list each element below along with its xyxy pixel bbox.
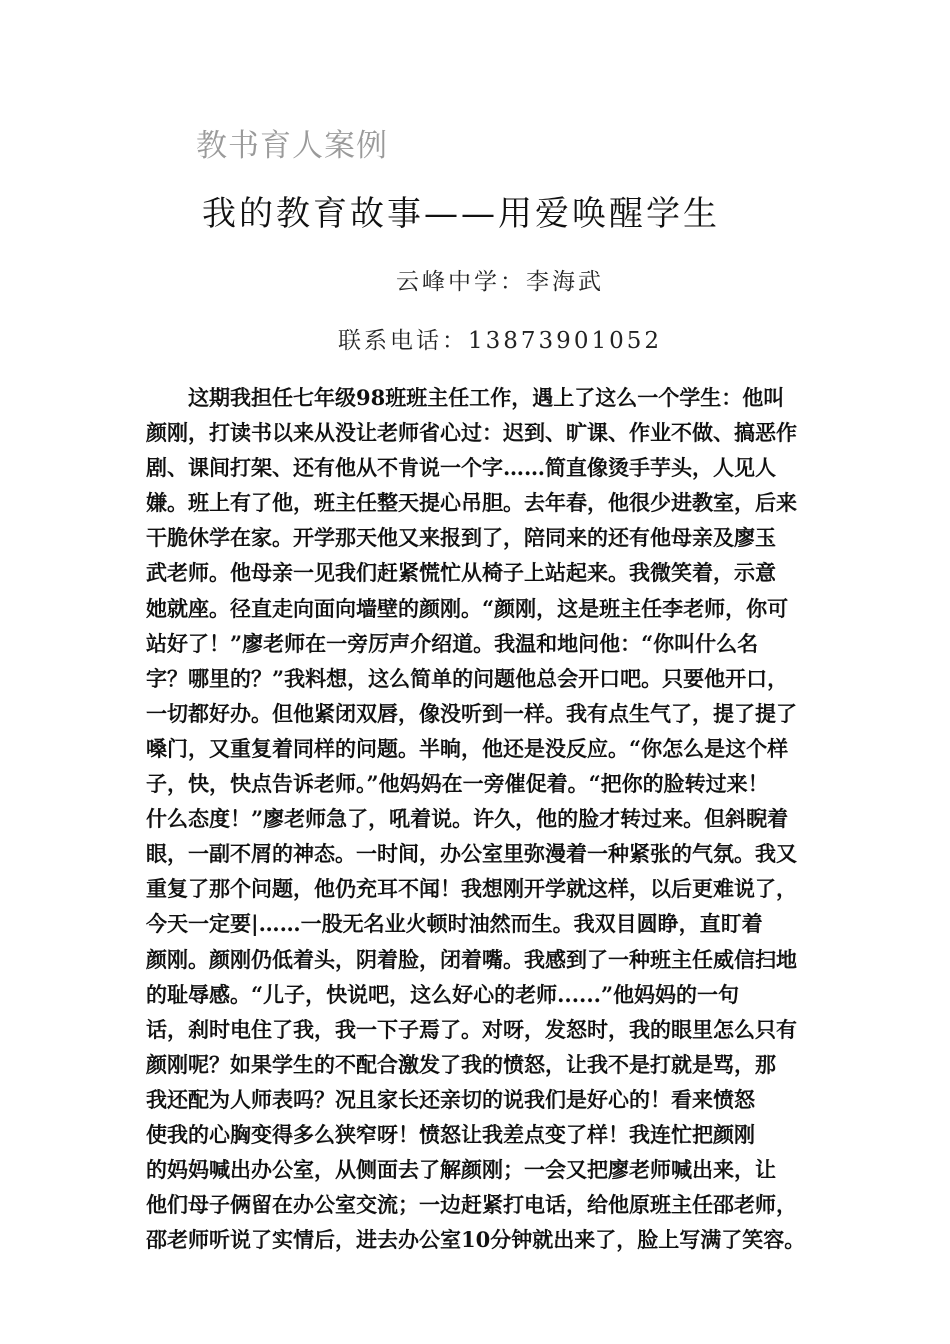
text-line: 颜刚呢？如果学生的不配合激发了我的愤怒，让我不是打就是骂，那 [146,1051,776,1077]
text-line: 子，快，快点告诉老师。”他妈妈在一旁催促着。“把你的脸转过来！ [146,771,769,797]
text-line: 他们母子俩留在办公室交流；一边赶紧打电话，给他原班主任邵老师， [146,1192,797,1218]
text-line: 今天一定要|……一股无名业火顿时油然而生。我双目圆睁，直盯着 [146,911,763,937]
text-line: 的妈妈喊出办公室，从侧面去了解颜刚；一会又把廖老师喊出来，让 [146,1157,776,1183]
body-paragraph [146,380,816,1257]
text-line: 嫌。班上有了他，班主任整天提心吊胆。去年春，他很少进教室，后来 [146,490,797,516]
text-line: 邵老师听说了实情后，进去办公室10分钟就出来了，脸上写满了笑容。 [146,1227,806,1253]
text-line: 的耻辱感。“儿子，快说吧，这么好心的老师......”他妈妈的一句 [146,981,740,1007]
text-line: 使我的心胸变得多么狭窄呀！愤怒让我差点变了样！我连忙把颜刚 [146,1121,755,1147]
text-line: 重复了那个问题，他仍充耳不闻！我想刚开学就这样，以后更难说了， [146,876,797,902]
text-line: 一切都好办。但他紧闭双唇，像没听到一样。我有点生气了，提了提了 [146,700,797,726]
text-line: 干脆休学在家。开学那天他又来报到了，陪同来的还有他母亲及廖玉 [146,525,776,551]
text-line: 嗓门，又重复着同样的问题。半晌，他还是没反应。“你怎么是这个样 [146,735,789,761]
text-line: 字？哪里的？”我料想，这么简单的问题他总会开口吧。只要他开口， [146,665,789,691]
text-line: 武老师。他母亲一见我们赶紧慌忙从椅子上站起来。我微笑着，示意 [146,560,776,586]
text-line: 剧、课间打架、还有他从不肯说一个字……简直像烫手芋头，人见人 [146,455,776,481]
text-line: 话，刹时电住了我，我一下子焉了。对呀，发怒时，我的眼里怎么只有 [146,1016,797,1042]
text-line: 站好了！”廖老师在一旁厉声介绍道。我温和地问他：“你叫什么名 [146,630,759,656]
text-line: 眼，一副不屑的神态。一时间，办公室里弥漫着一种紧张的气氛。我又 [146,841,797,867]
text-line: 什么态度！”廖老师急了，吼着说。许久，他的脸才转过来。但斜睨着 [146,806,789,832]
text-line: 她就座。径直走向面向墙壁的颜刚。“颜刚，这是班主任李老师，你可 [146,595,789,621]
text-line: 这期我担任七年级98班班主任工作，遇上了这么一个学生：他叫 [188,385,785,410]
author-line: 云峰中学：李海武 [396,269,604,295]
document-title: 我的教育故事——用爱唤醒学生 [202,194,720,234]
text-line: 颜刚，打读书以来从没让老师省心过：迟到、旷课、作业不做、搞恶作 [146,420,797,446]
text-line: 颜刚。颜刚仍低着头，阴着脸，闭着嘴。我感到了一种班主任威信扫地 [146,946,797,972]
text-line: 我还配为人师表吗？况且家长还亲切的说我们是好心的！看来愤怒 [146,1086,755,1112]
contact-line: 联系电话：13873901052 [338,328,662,354]
watermark-text: 教书育人案例 [196,128,388,164]
